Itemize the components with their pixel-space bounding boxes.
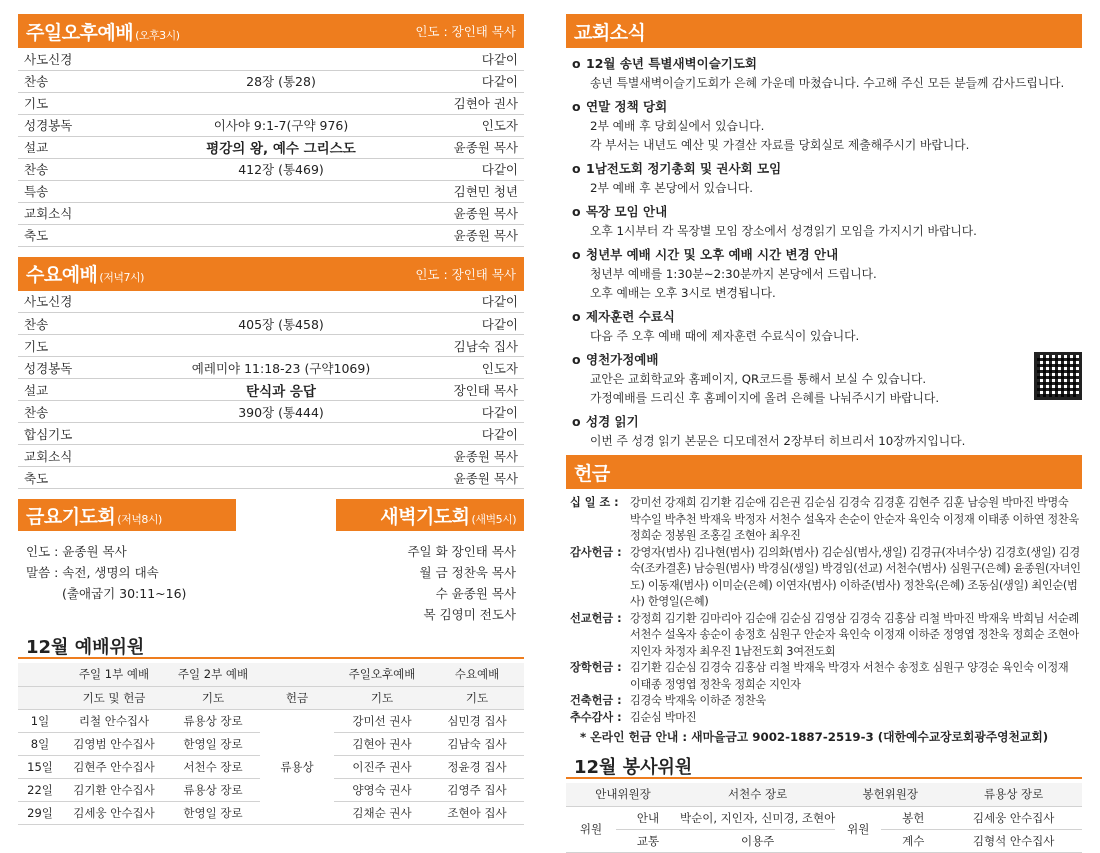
dawn-line: 월 금 정찬욱 목사 xyxy=(419,565,516,580)
cell: 김남숙 집사 xyxy=(430,732,524,755)
sunday-pm-title: 주일오후예배 (오후3시) xyxy=(26,21,180,44)
news-item xyxy=(572,159,1082,198)
order-person: 다같이 xyxy=(414,401,524,423)
order-content: 탄식과 응답 xyxy=(148,379,414,401)
news-item-text: 청년부 예배를 1:30분~2:30분까지 본당에서 드립니다. xyxy=(590,267,877,281)
cell: 김영범 안수집사 xyxy=(62,732,166,755)
offering-names: 김순심 박마진 xyxy=(630,710,697,724)
header-cell: 주일 2부 예배 xyxy=(166,663,260,686)
header-cell: 수요예배 xyxy=(430,663,524,686)
offering-label: 감사헌금 : xyxy=(570,545,622,559)
cell: 한영일 장로 xyxy=(166,801,260,824)
order-person: 윤종원 목사 xyxy=(414,224,524,246)
cell: 양영숙 권사 xyxy=(334,778,430,801)
news-item-text: 다음 주 오후 예배 때에 제자훈련 수료식이 있습니다. xyxy=(590,329,860,343)
order-item: 성경봉독 xyxy=(18,114,148,136)
offering-row xyxy=(570,710,1082,727)
cell: 리철 안수집사 xyxy=(62,709,166,732)
worship-committee-table xyxy=(18,663,524,825)
order-content: 예레미야 11:18-23 (구약1069) xyxy=(148,357,414,379)
news-item-title-text: 제자훈련 수료식 xyxy=(586,309,675,324)
header-cell: 기도 xyxy=(334,686,430,709)
order-content xyxy=(148,48,414,70)
offering-row xyxy=(570,495,1082,545)
order-item: 설교 xyxy=(18,136,148,158)
news-item-title xyxy=(572,245,1082,265)
order-person: 인도자 xyxy=(414,357,524,379)
news-item-title xyxy=(572,97,1082,117)
news-item-title-text: 1남전도회 정기총회 및 권사회 모임 xyxy=(586,161,782,176)
order-item: 교회소식 xyxy=(18,202,148,224)
order-person: 김남숙 집사 xyxy=(414,335,524,357)
order-content xyxy=(148,467,414,489)
table-row xyxy=(18,224,524,246)
table-row xyxy=(18,401,524,423)
header-cell xyxy=(260,663,334,686)
order-content: 이사야 9:1-7(구약 976) xyxy=(148,114,414,136)
offering-header xyxy=(566,455,1082,489)
order-person: 다같이 xyxy=(414,48,524,70)
order-person: 윤종원 목사 xyxy=(414,202,524,224)
order-person: 윤종원 목사 xyxy=(414,136,524,158)
dawn-title: 새벽기도회 (새벽5시) xyxy=(380,505,516,528)
news-item xyxy=(572,245,1082,303)
table-row xyxy=(566,829,1082,852)
offering-title: 헌금 xyxy=(574,462,610,485)
news-item-title-text: 목장 모임 안내 xyxy=(586,204,668,219)
news-item-title xyxy=(572,54,1082,74)
online-offering-account: * 온라인 헌금 안내 : 새마을금고 9002-1887-2519-3 (대한예수교장로회광주영천교회) xyxy=(580,730,1049,744)
cell: 류용상 장로 xyxy=(166,778,260,801)
offering-label: 건축헌금 : xyxy=(570,694,622,707)
header-cell: 주일 1부 예배 xyxy=(62,663,166,686)
news-item-title-text: 12월 송년 특별새벽이슬기도회 xyxy=(586,56,757,71)
left-column xyxy=(18,14,524,825)
order-person: 다같이 xyxy=(414,70,524,92)
news-item-title xyxy=(572,350,1082,370)
prayer-meetings xyxy=(18,499,524,531)
cell: 정윤경 집사 xyxy=(430,755,524,778)
cell: 이진주 권사 xyxy=(334,755,430,778)
friday-sermon: 말씀 : 속전, 생명의 대속 xyxy=(26,565,159,580)
circle-bullet-icon: o xyxy=(572,414,581,429)
dawn-line: 목 김영미 전도사 xyxy=(423,607,516,622)
sunday-pm-header xyxy=(18,14,524,48)
order-content: 평강의 왕, 예수 그리스도 xyxy=(148,136,414,158)
table-row xyxy=(18,357,524,379)
order-content xyxy=(148,291,414,313)
cell: 김형석 안수집사 xyxy=(945,829,1082,852)
friday-leader: 인도 : 윤종원 목사 xyxy=(26,544,127,559)
order-item: 사도신경 xyxy=(18,291,148,313)
wednesday-order xyxy=(18,291,524,490)
order-person: 다같이 xyxy=(414,313,524,335)
cell: 봉헌위원장 xyxy=(835,783,945,806)
header-cell xyxy=(18,686,62,709)
table-row xyxy=(18,202,524,224)
cell: 김기환 안수집사 xyxy=(62,778,166,801)
table-row xyxy=(18,70,524,92)
cell: 박순이, 지인자, 신미경, 조현아 xyxy=(680,806,835,829)
cell: 교통 xyxy=(616,829,680,852)
cell: 서천수 장로 xyxy=(680,783,835,806)
offering-list xyxy=(566,495,1082,745)
news-title: 교회소식 xyxy=(574,21,646,44)
header-cell xyxy=(18,663,62,686)
order-item: 찬송 xyxy=(18,158,148,180)
dawn-header xyxy=(336,499,524,531)
offering-label: 십 일 조 : xyxy=(570,496,619,509)
circle-bullet-icon: o xyxy=(572,309,581,324)
news-item-text: 오후 1시부터 각 목장별 모임 장소에서 성경읽기 모임을 가지시기 바랍니다. xyxy=(590,224,977,238)
order-person: 다같이 xyxy=(414,423,524,445)
right-column xyxy=(566,14,1082,853)
table-row xyxy=(18,379,524,401)
order-person: 윤종원 목사 xyxy=(414,467,524,489)
header-cell: 주일오후예배 xyxy=(334,663,430,686)
news-item xyxy=(572,97,1082,155)
table-row xyxy=(18,92,524,114)
order-person: 인도자 xyxy=(414,114,524,136)
offering-cell: 류용상 xyxy=(260,709,334,824)
volunteers-table xyxy=(566,783,1082,853)
friday-scripture: (출애굽기 30:11~16) xyxy=(62,586,187,601)
circle-bullet-icon: o xyxy=(572,204,581,219)
order-content xyxy=(148,224,414,246)
prayer-details xyxy=(18,541,524,625)
news-item xyxy=(572,350,1082,408)
order-person: 다같이 xyxy=(414,158,524,180)
offering-row xyxy=(570,545,1082,611)
offering-row xyxy=(570,611,1082,661)
news-item-text: 가정예배를 드리신 후 홈페이지에 올려 은혜를 나눠주시기 바랍니다. xyxy=(590,391,940,405)
offering-names: 김기환 김순심 김경숙 김홍삼 리철 박재욱 박경자 서천수 송정호 심원구 양경순 육인숙 이정재 이태종 정영엽 정찬욱 정희순 지인자 xyxy=(630,661,1069,691)
order-content xyxy=(148,92,414,114)
news-item-title xyxy=(572,159,1082,179)
circle-bullet-icon: o xyxy=(572,99,581,114)
table-row xyxy=(18,291,524,313)
offering-names: 강미선 강재희 김기환 김순애 김은권 김순심 김경숙 김경훈 김현주 김훈 남승원 박마진 박명숙 박수일 박추천 박재욱 박정자 서천수 설옥자 손순이 안순자 육인숙 이정재 이태종 이하연 정찬욱 정희순 정봉원 조홍길 조현아 최우진 xyxy=(630,496,1079,542)
cell: 류용상 장로 xyxy=(945,783,1082,806)
order-content xyxy=(148,335,414,357)
news-item xyxy=(572,202,1082,241)
offering-row xyxy=(570,660,1082,693)
order-content: 28장 (통28) xyxy=(148,70,414,92)
news-item-title-text: 성경 읽기 xyxy=(586,414,639,429)
order-person: 윤종원 목사 xyxy=(414,445,524,467)
cell: 계수 xyxy=(881,829,945,852)
dawn-line: 수 윤종원 목사 xyxy=(435,586,516,601)
offering-label: 추수감사 : xyxy=(570,710,622,724)
table-row xyxy=(18,335,524,357)
news-item-title xyxy=(572,307,1082,327)
table-row xyxy=(18,709,524,732)
table-row xyxy=(566,806,1082,829)
sunday-pm-order xyxy=(18,48,524,247)
volunteers-title: 12월 봉사위원 xyxy=(566,753,1082,779)
news-item-text: 각 부서는 내년도 예산 및 가결산 자료를 당회실로 제출해주시기 바랍니다. xyxy=(590,138,970,152)
circle-bullet-icon: o xyxy=(572,161,581,176)
qr-code-icon[interactable] xyxy=(1034,352,1082,400)
table-row xyxy=(18,114,524,136)
news-item-title-text: 영천가정예배 xyxy=(586,352,659,367)
news-header xyxy=(566,14,1082,48)
table-row xyxy=(18,313,524,335)
news-item-text: 이번 주 성경 읽기 본문은 디모데전서 2장부터 히브리서 10장까지입니다. xyxy=(590,434,966,448)
header-cell: 헌금 xyxy=(260,686,334,709)
order-item: 특송 xyxy=(18,180,148,202)
order-item: 축도 xyxy=(18,467,148,489)
order-person: 장인태 목사 xyxy=(414,379,524,401)
cell: 김세웅 안수집사 xyxy=(62,801,166,824)
cell: 김현아 권사 xyxy=(334,732,430,755)
order-content: 405장 (통458) xyxy=(148,313,414,335)
cell: 김영주 집사 xyxy=(430,778,524,801)
circle-bullet-icon: o xyxy=(572,352,581,367)
news-item xyxy=(572,412,1082,451)
cell: 류용상 장로 xyxy=(166,709,260,732)
cell: 위원 xyxy=(566,806,616,852)
circle-bullet-icon: o xyxy=(572,247,581,262)
order-content xyxy=(148,423,414,445)
cell: 안내 xyxy=(616,806,680,829)
cell: 서천수 장로 xyxy=(166,755,260,778)
news-item-text: 교안은 교회학교와 홈페이지, QR코드를 통해서 보실 수 있습니다. xyxy=(590,372,927,386)
friday-details xyxy=(18,541,186,625)
order-content xyxy=(148,445,414,467)
cell: 강미선 권사 xyxy=(334,709,430,732)
order-item: 찬송 xyxy=(18,313,148,335)
order-content: 412장 (통469) xyxy=(148,158,414,180)
news-item-text: 2부 예배 후 본당에서 있습니다. xyxy=(590,181,754,195)
cell: 22일 xyxy=(18,778,62,801)
friday-title: 금요기도회 (저녁8시) xyxy=(26,505,162,528)
cell: 15일 xyxy=(18,755,62,778)
wednesday-title: 수요예배 (저녁7시) xyxy=(26,264,144,286)
offering-label: 장학헌금 : xyxy=(570,661,622,674)
table-header-row xyxy=(18,663,524,686)
news-item-text: 2부 예배 후 당회실에서 있습니다. xyxy=(590,119,765,133)
header-cell: 기도 xyxy=(430,686,524,709)
table-row xyxy=(18,467,524,489)
order-content: 390장 (통444) xyxy=(148,401,414,423)
table-row xyxy=(18,445,524,467)
cell: 한영일 장로 xyxy=(166,732,260,755)
order-item: 사도신경 xyxy=(18,48,148,70)
cell: 1일 xyxy=(18,709,62,732)
order-content xyxy=(148,202,414,224)
cell: 심민경 집사 xyxy=(430,709,524,732)
cell: 봉헌 xyxy=(881,806,945,829)
cell: 안내위원장 xyxy=(566,783,680,806)
cell: 김현주 안수집사 xyxy=(62,755,166,778)
circle-bullet-icon: o xyxy=(572,56,581,71)
order-person: 김현아 권사 xyxy=(414,92,524,114)
order-person: 다같이 xyxy=(414,291,524,313)
order-person: 김현민 청년 xyxy=(414,180,524,202)
order-item: 성경봉독 xyxy=(18,357,148,379)
cell: 29일 xyxy=(18,801,62,824)
news-item-title-text: 청년부 예배 시간 및 오후 예배 시간 변경 안내 xyxy=(586,247,839,262)
table-row xyxy=(18,48,524,70)
order-item: 찬송 xyxy=(18,70,148,92)
header-cell: 기도 및 헌금 xyxy=(62,686,166,709)
news-item-title xyxy=(572,412,1082,432)
wednesday-header xyxy=(18,257,524,291)
news-item-text: 오후 예배는 오후 3시로 변경됩니다. xyxy=(590,286,776,300)
offering-label: 선교헌금 : xyxy=(570,611,622,625)
news-item-title-text: 연말 정책 당회 xyxy=(586,99,668,114)
cell: 김채순 권사 xyxy=(334,801,430,824)
friday-header xyxy=(18,499,236,531)
cell: 김세웅 안수집사 xyxy=(945,806,1082,829)
table-subheader-row xyxy=(18,686,524,709)
table-row xyxy=(18,136,524,158)
cell: 조현아 집사 xyxy=(430,801,524,824)
dawn-line: 주일 화 장인태 목사 xyxy=(407,544,516,559)
order-item: 교회소식 xyxy=(18,445,148,467)
order-item: 기도 xyxy=(18,92,148,114)
order-item: 설교 xyxy=(18,379,148,401)
news-item-text: 송년 특별새벽이슬기도회가 은혜 가운데 마쳤습니다. 수고해 주신 모든 분들께 감사드립니다. xyxy=(590,76,1065,90)
sunday-pm-leader: 인도 : 장인태 목사 xyxy=(415,24,516,39)
offering-names: 강영자(범사) 김나현(범사) 김의화(범사) 김순심(범사,생일) 김경규(자녀수상) 김경호(생일) 김경숙(조카결혼) 남승원(범사) 박경심(생일) 박경임(선교) 서천수(범사) 심원구(은혜) 윤종원(자녀인도) 이동재(범사) 이미순(은혜) 이연자(범사) 이하준(범사) 정찬욱(은혜) 조동심(생일) 최인순(범사) 한영일(은혜) xyxy=(630,545,1081,608)
table-row xyxy=(18,180,524,202)
order-item: 축도 xyxy=(18,224,148,246)
worship-committee-title: 12월 예배위원 xyxy=(18,633,524,659)
table-row xyxy=(18,158,524,180)
table-row xyxy=(18,423,524,445)
news-item-title xyxy=(572,202,1082,222)
offering-names: 김경숙 박재욱 이하준 정찬욱 xyxy=(630,694,766,707)
news-item xyxy=(572,307,1082,346)
dawn-details xyxy=(407,541,524,625)
order-item: 합심기도 xyxy=(18,423,148,445)
cell: 이용주 xyxy=(680,829,835,852)
header-cell: 기도 xyxy=(166,686,260,709)
offering-names: 강정희 김기환 김마리아 김순애 김순심 김영삼 김경숙 김홍삼 리철 박마진 박재욱 박희님 서순례 서천수 설옥자 송순이 송정호 심원구 안순자 육인숙 이정재 이하준 정영엽 정찬욱 정희순 조현아 지인자 차정자 최우진 1남전도회 3여전도회 xyxy=(630,611,1079,658)
news-list xyxy=(566,54,1082,451)
news-item xyxy=(572,54,1082,93)
order-item: 기도 xyxy=(18,335,148,357)
cell: 위원 xyxy=(835,806,881,852)
offering-row xyxy=(570,693,1082,710)
table-row xyxy=(566,783,1082,806)
order-item: 찬송 xyxy=(18,401,148,423)
wednesday-leader: 인도 : 장인태 목사 xyxy=(415,266,516,282)
cell: 8일 xyxy=(18,732,62,755)
order-content xyxy=(148,180,414,202)
